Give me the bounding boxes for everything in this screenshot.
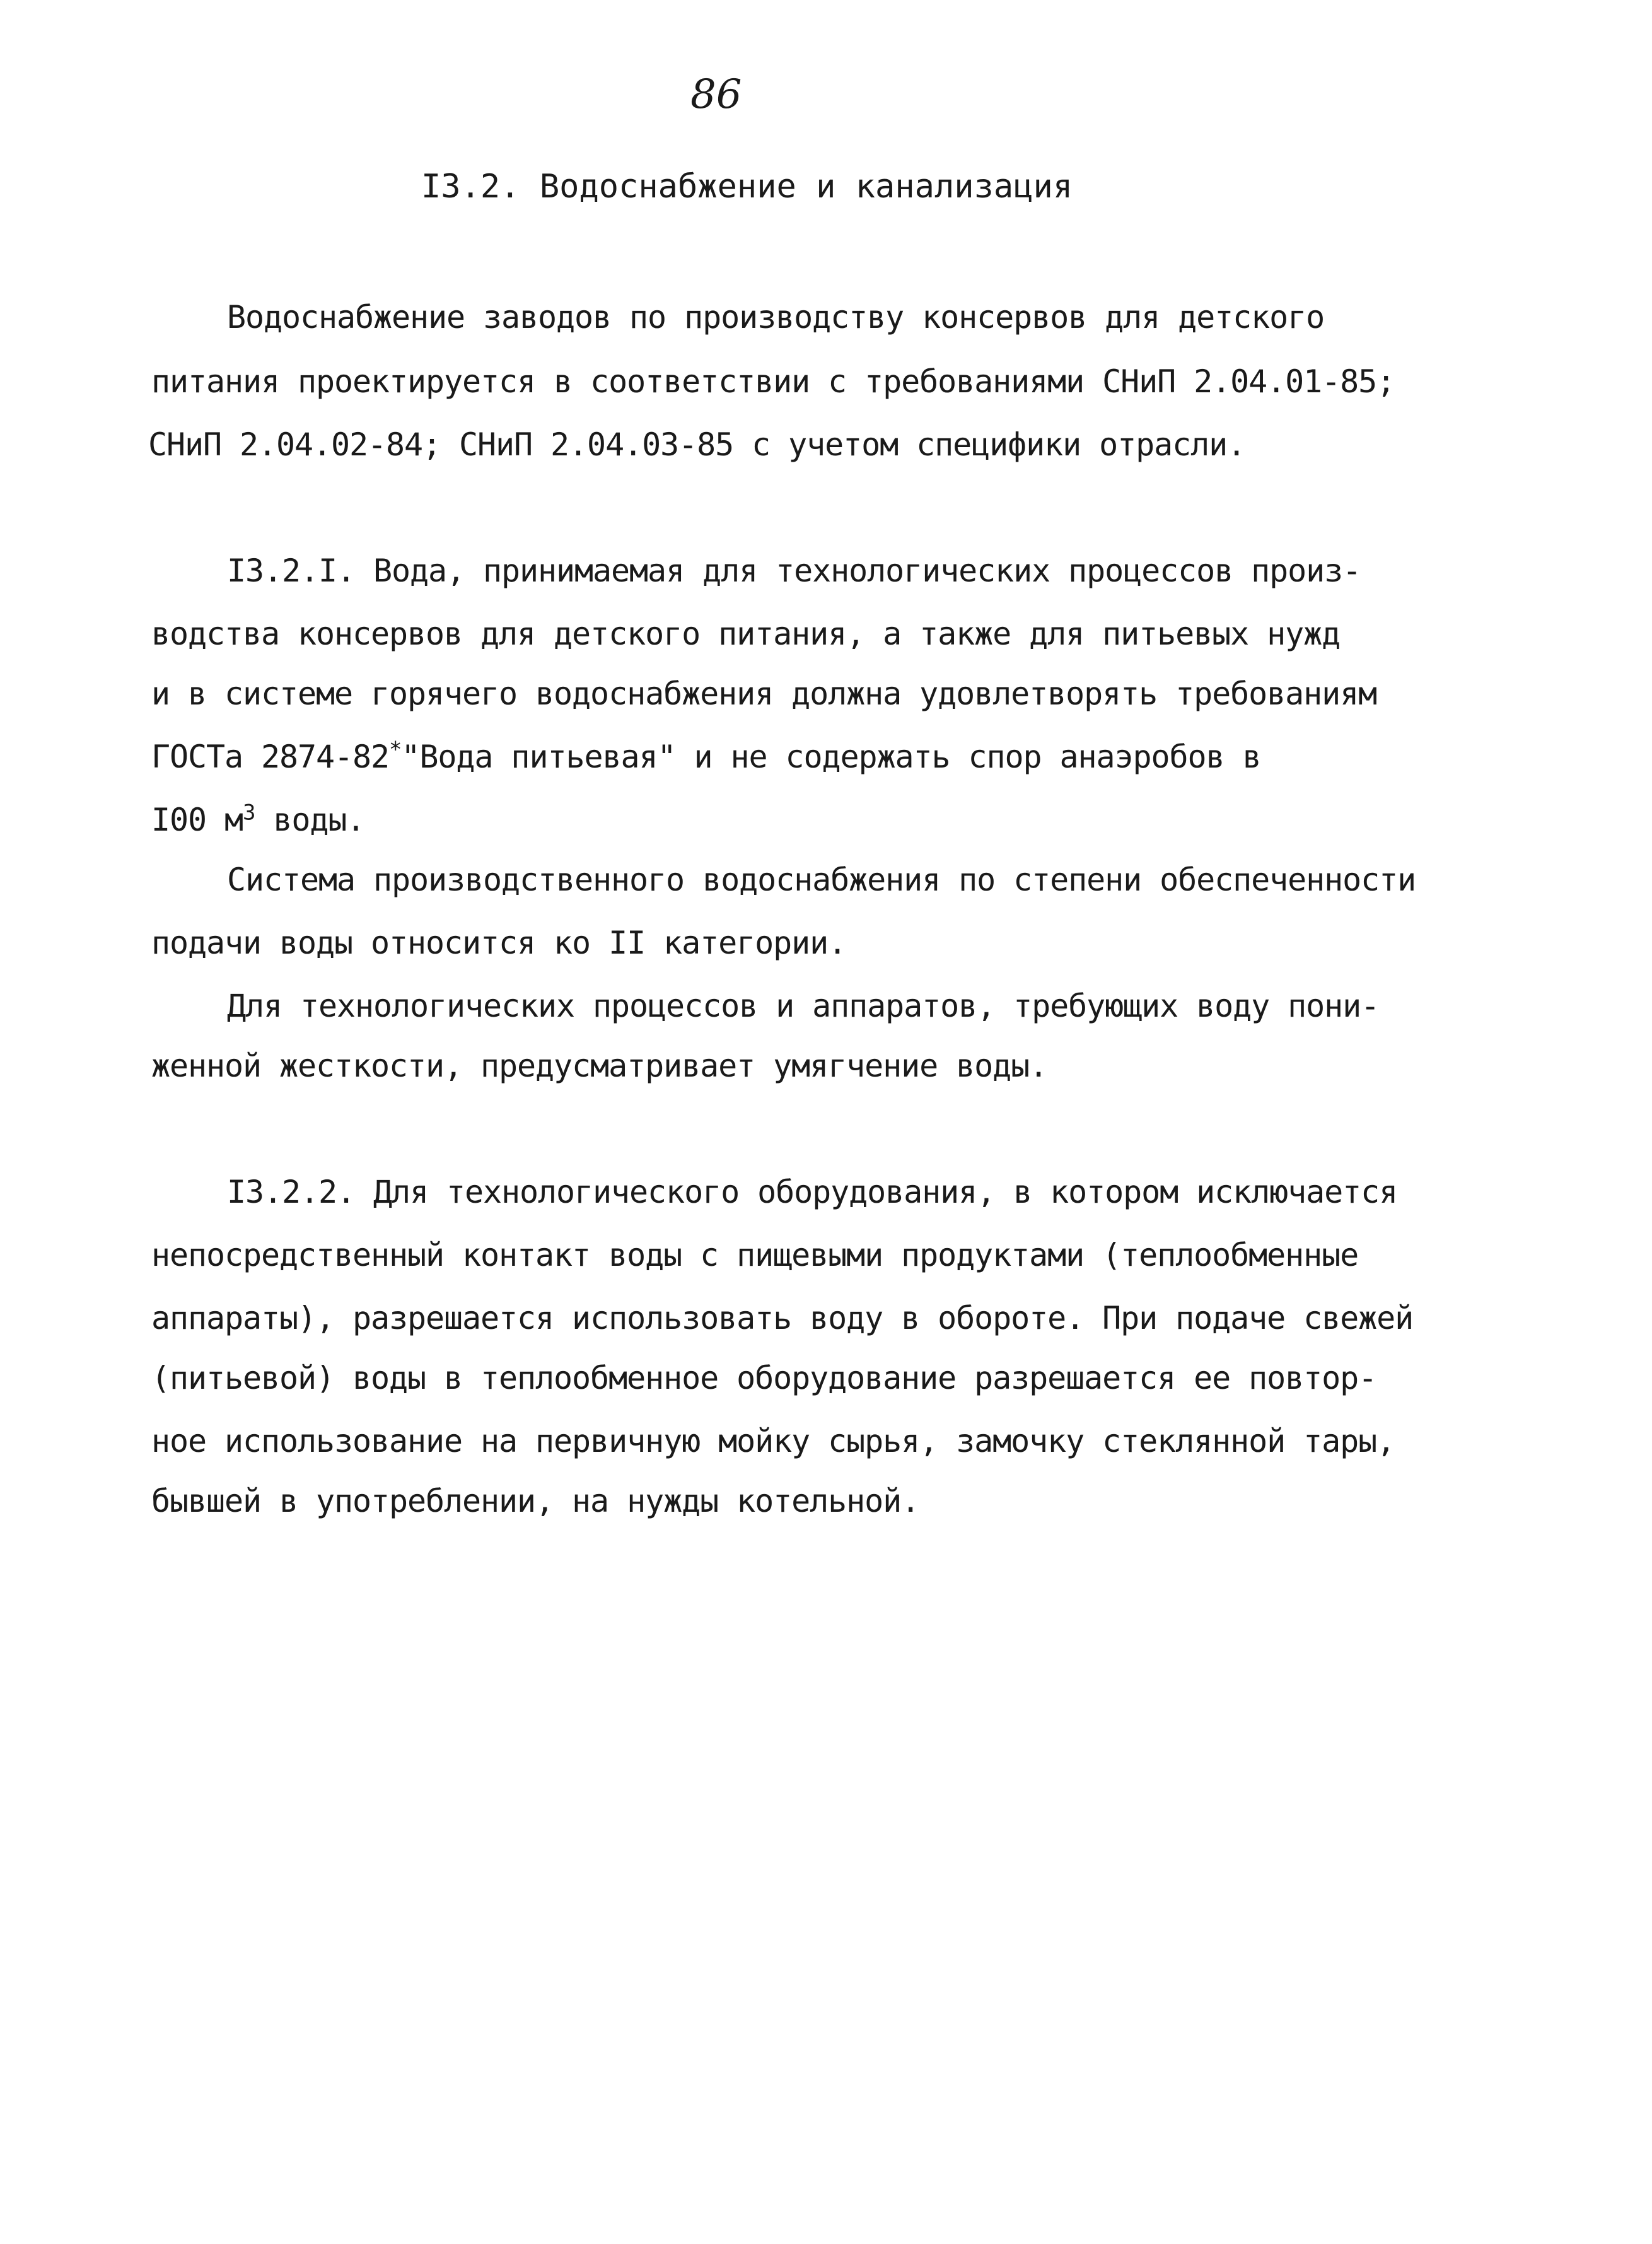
clause-line: (питьевой) воды в теплообменное оборудование разрешается ее повтор-: [151, 1360, 1377, 1396]
clause-line: и в системе горячего водоснабжения должна удовлетворять требованиям: [151, 675, 1377, 712]
clause-line: I3.2.2. Для технологического оборудования, в котором исключается: [227, 1174, 1398, 1210]
clause-line: бывшей в употреблении, на нужды котельной.: [151, 1483, 920, 1519]
clause-line: I3.2.I. Вода, принимаемая для технологических процессов произ-: [227, 552, 1361, 589]
clause-line: водства консервов для детского питания, а также для питьевых нужд: [151, 616, 1341, 652]
clause-text: "Вода питьевая" и не содержать спор анаэробов в: [401, 739, 1261, 775]
clause-line: непосредственный контакт воды с пищевыми продуктами (теплообменные: [151, 1237, 1359, 1273]
cubic-superscript: 3: [243, 800, 255, 826]
page-number: 86: [690, 71, 742, 118]
intro-line: Водоснабжение заводов по производству консервов для детского: [227, 299, 1325, 336]
clause-line: ное использование на первичную мойку сырья, замочку стеклянной тары,: [151, 1423, 1395, 1459]
intro-line: СНиП 2.04.02-84; СНиП 2.04.03-85 с учетом специфики отрасли.: [148, 426, 1246, 463]
section-heading: I3.2. Водоснабжение и канализация: [421, 168, 1073, 206]
clause-line: аппараты), разрешается использовать воду в обороте. При подаче свежей: [151, 1300, 1414, 1336]
clause-line: [151, 737, 1261, 775]
paragraph-line: женной жесткости, предусматривает умягчение воды.: [151, 1048, 1048, 1084]
clause-text: воды.: [255, 802, 365, 838]
paragraph-line: Для технологических процессов и аппаратов, требующих воду пони-: [227, 988, 1380, 1024]
asterisk-mark: *: [389, 737, 402, 763]
paragraph-line: Система производственного водоснабжения по степени обеспеченности: [227, 862, 1416, 898]
intro-line: питания проектируется в соответствии с требованиями СНиП 2.04.01-85;: [151, 363, 1395, 400]
gost-reference: ГОСТа 2874-82: [151, 739, 390, 775]
clause-line: [151, 800, 365, 838]
volume-value: I00 м: [151, 802, 243, 838]
paragraph-line: подачи воды относится ко II категории.: [151, 925, 847, 961]
